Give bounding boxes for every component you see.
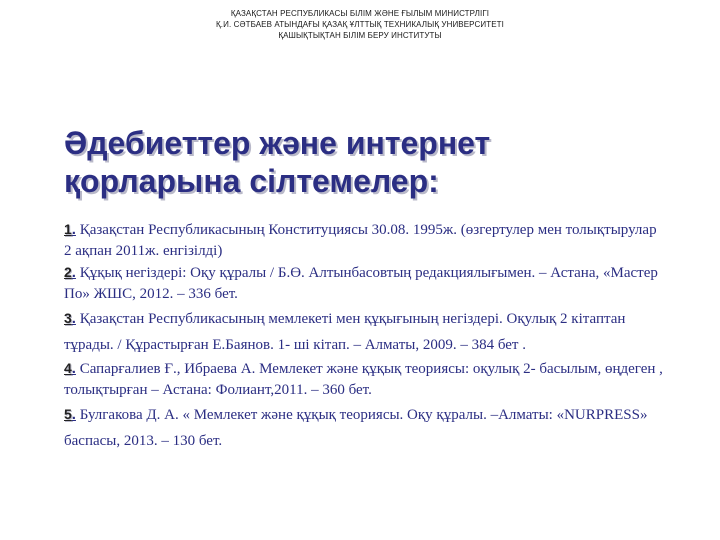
- reference-text: Қазақстан Республикасының Конституциясы 30.08. 1995ж. (өзгертулер мен толықтырулар 2 ақпан 2011ж. енгізілді): [64, 222, 657, 259]
- reference-number: 1: [64, 221, 72, 237]
- reference-text: Булгакова Д. А. « Мемлекет және құқық теориясы. Оқу құралы. –Алматы: «NURPRESS» баспасы, 2013. – 130 бет.: [64, 407, 648, 449]
- reference-item-1: 1. Қазақстан Республикасының Конституциясы 30.08. 1995ж. (өзгертулер мен толықтырулар 2 ақпан 2011ж. енгізілді): [64, 221, 657, 259]
- reference-text: Құқық негіздері: Оқу құралы / Б.Ө. Алтынбасовтың редакциялығымен. – Астана, «Мастер По» ЖШС, 2012. – 336 бет.: [64, 265, 658, 302]
- title-line-1: Әдебиеттер және интернет: [64, 125, 491, 161]
- reference-list: [64, 219, 664, 454]
- header-line-ministry: ҚАЗАҚСТАН РЕСПУБЛИКАСЫ БІЛІМ ЖӘНЕ ҒЫЛЫМ МИНИСТРЛІГІ: [230, 9, 490, 18]
- reference-item-4: 4. Сапарғалиев Ғ., Ибраева А. Мемлекет және құқық теориясы: оқулық 2- басылым, өңдеген , толықтырған – Астана: Фолиант,2011. – 360 бет.: [64, 360, 663, 398]
- reference-item-5: 5. Булгакова Д. А. « Мемлекет және құқық теориясы. Оқу құралы. –Алматы: «NURPRESS» баспасы, 2013. – 130 бет.: [64, 406, 648, 449]
- ministry-header: [0, 8, 720, 41]
- reference-item-3: 3. Қазақстан Республикасының мемлекеті мен құқығының негіздері. Оқулық 2 кітаптан тұрады. / Құрастырған Е.Баянов. 1- ші кітап. – Алматы, 2009. – 384 бет .: [64, 310, 626, 353]
- reference-number: 4: [64, 360, 72, 376]
- reference-number: 2: [64, 264, 72, 280]
- reference-text: Сапарғалиев Ғ., Ибраева А. Мемлекет және құқық теориясы: оқулық 2- басылым, өңдеген , толықтырған – Астана: Фолиант,2011. – 360 бет.: [64, 361, 663, 398]
- reference-number: 5: [64, 406, 72, 422]
- slide-title: [64, 124, 664, 200]
- header-line-institute: ҚАШЫҚТЫҚТАН БІЛІМ БЕРУ ИНСТИТУТЫ: [278, 31, 442, 40]
- title-line-2: қорларына сілтемелер:: [64, 163, 439, 199]
- header-line-university: Қ.И. СӘТБАЕВ АТЫНДАҒЫ ҚАЗАҚ ҰЛТТЫҚ ТЕХНИКАЛЫҚ УНИВЕРСИТЕТІ: [216, 20, 504, 29]
- reference-item-2: 2. Құқық негіздері: Оқу құралы / Б.Ө. Алтынбасовтың редакциялығымен. – Астана, «Мастер По» ЖШС, 2012. – 336 бет.: [64, 264, 658, 302]
- reference-text: Қазақстан Республикасының мемлекеті мен құқығының негіздері. Оқулық 2 кітаптан тұрады. / Құрастырған Е.Баянов. 1- ші кітап. – Алматы, 2009. – 384 бет .: [64, 311, 626, 353]
- reference-number: 3: [64, 310, 72, 326]
